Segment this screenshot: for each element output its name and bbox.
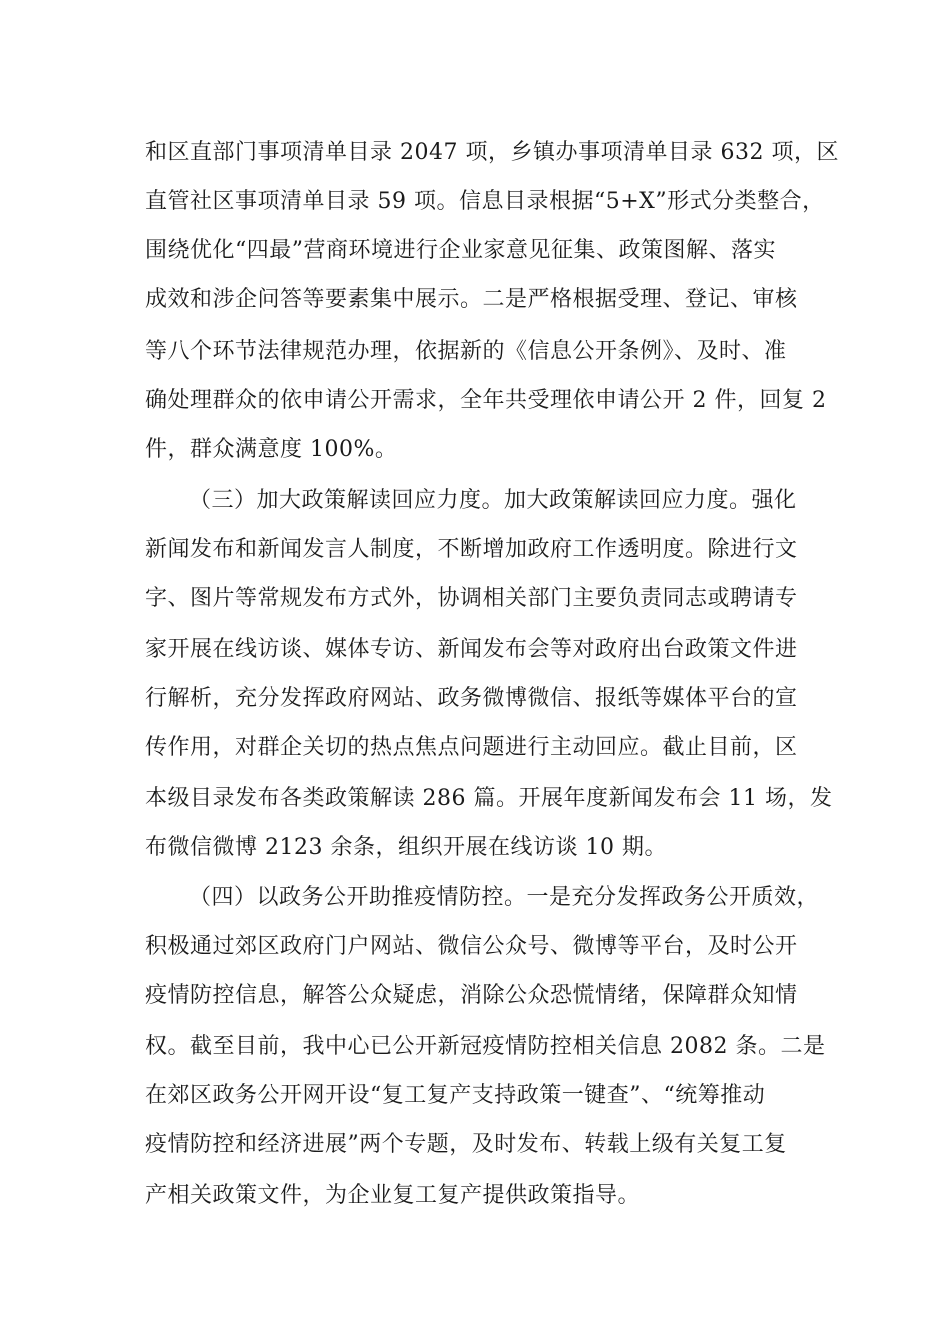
text-line-19: 权。截至目前，我中心已公开新冠疫情防控相关信息 2082 条。二是 xyxy=(145,1034,826,1059)
text-line-13: 传作用，对群企关切的热点焦点问题进行主动回应。截止目前，区 xyxy=(145,735,798,760)
text-line-7: 件，群众满意度 100%。 xyxy=(145,437,398,462)
text-line-10: 字、图片等常规发布方式外，协调相关部门主要负责同志或聘请专 xyxy=(145,586,798,611)
text-line-5: 等八个环节法律规范办理，依据新的《信息公开条例》、及时、准 xyxy=(145,339,787,364)
text-line-3: 围绕优化“四最”营商环境进行企业家意见征集、政策图解、落实 xyxy=(145,238,776,263)
text-line-6: 确处理群众的依申请公开需求，全年共受理依申请公开 2 件，回复 2 xyxy=(145,388,827,413)
text-line-9: 新闻发布和新闻发言人制度，不断增加政府工作透明度。除进行文 xyxy=(145,537,798,562)
text-line-1: 和区直部门事项清单目录 2047 项，乡镇办事项清单目录 632 项，区 xyxy=(145,140,839,165)
text-line-2: 直管社区事项清单目录 59 项。信息目录根据“5+X”形式分类整合， xyxy=(145,189,825,214)
text-line-15: 布微信微博 2123 余条，组织开展在线访谈 10 期。 xyxy=(145,835,667,860)
section-4-heading-line: （四）以政务公开助推疫情防控。一是充分发挥政务公开质效， xyxy=(189,885,820,910)
text-line-18: 疫情防控信息，解答公众疑虑，消除公众恐慌情绪，保障群众知情 xyxy=(145,983,798,1008)
text-line-17: 积极通过郊区政府门户网站、微信公众号、微博等平台，及时公开 xyxy=(145,934,798,959)
text-line-11: 家开展在线访谈、媒体专访、新闻发布会等对政府出台政策文件进 xyxy=(145,637,798,662)
text-line-4: 成效和涉企问答等要素集中展示。二是严格根据受理、登记、审核 xyxy=(145,287,798,312)
text-line-21: 疫情防控和经济进展”两个专题，及时发布、转载上级有关复工复 xyxy=(145,1132,787,1157)
text-line-22: 产相关政策文件，为企业复工复产提供政策指导。 xyxy=(145,1183,641,1208)
text-line-14: 本级目录发布各类政策解读 286 篇。开展年度新闻发布会 11 场，发 xyxy=(145,786,833,811)
text-line-12: 行解析，充分发挥政府网站、政务微博微信、报纸等媒体平台的宣 xyxy=(145,686,798,711)
section-3-heading-line: （三）加大政策解读回应力度。加大政策解读回应力度。强化 xyxy=(189,488,797,513)
text-line-20: 在郊区政务公开网开设“复工复产支持政策一键查”、“统筹推动 xyxy=(145,1083,766,1108)
